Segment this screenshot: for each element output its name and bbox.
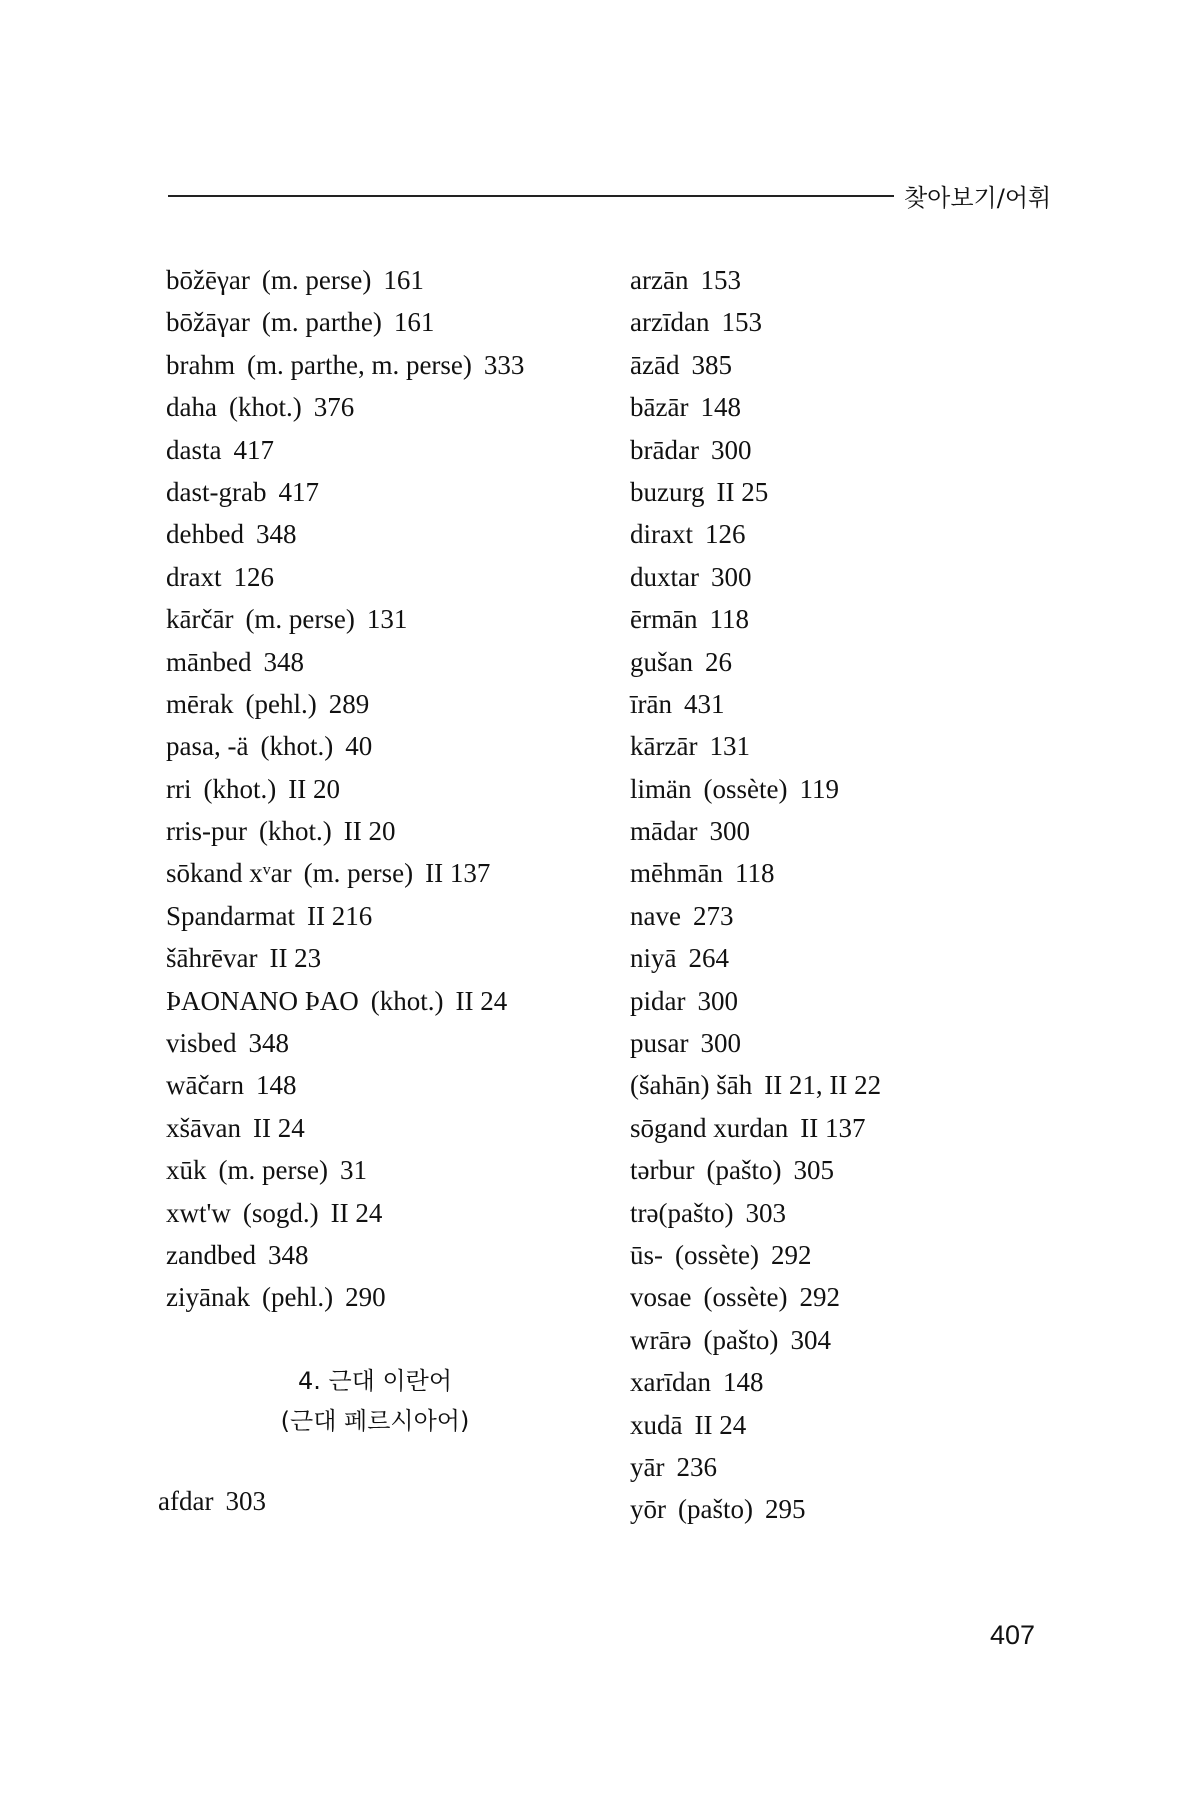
index-entry <box>630 810 1070 852</box>
entry-page-ref: 292 <box>799 1282 840 1313</box>
entry-language-note: (pašto) <box>678 1494 753 1525</box>
entry-language-note: (khot.) <box>370 985 444 1016</box>
entry-page-ref: 303 <box>745 1197 786 1228</box>
entry-term: yōr <box>630 1494 666 1525</box>
entry-term: arzān <box>630 265 689 295</box>
entry-page-ref: 303 <box>225 1486 266 1516</box>
index-entry <box>630 937 1070 979</box>
entry-page-ref: 236 <box>676 1451 717 1482</box>
entry-page-ref: 118 <box>734 858 775 889</box>
entry-page-ref: 348 <box>267 1239 309 1270</box>
entry-term: daha <box>166 392 217 423</box>
entry-page-ref: 300 <box>700 1028 741 1059</box>
index-entry <box>166 1107 606 1149</box>
entry-language-note: (khot.) <box>228 392 302 423</box>
entry-term: īrān <box>630 688 672 719</box>
entry-term: ÞAONANO ÞAO <box>166 985 359 1016</box>
entry-page-ref: 153 <box>721 307 762 338</box>
entry-term: pasa, -ä <box>166 731 249 762</box>
entry-term: draxt <box>166 561 222 592</box>
entry-language-note: (khot.) <box>203 773 277 804</box>
entry-term: trə(pašto) <box>630 1197 734 1228</box>
index-entry <box>158 1480 266 1522</box>
index-entry <box>166 1149 606 1191</box>
entry-page-ref: 118 <box>709 604 749 635</box>
entry-term: afdar <box>158 1486 214 1516</box>
entry-term: duxtar <box>630 561 699 592</box>
left-index-column <box>166 259 606 1319</box>
index-entry <box>630 1319 1070 1361</box>
entry-page-ref: 26 <box>705 646 732 677</box>
index-entry <box>166 301 606 343</box>
entry-page-ref: 348 <box>255 519 297 550</box>
right-index-column <box>630 259 1070 1531</box>
entry-page-ref: II 24 <box>455 985 508 1016</box>
index-entry <box>630 725 1070 767</box>
entry-term: xarīdan <box>630 1367 711 1398</box>
entry-term: zandbed <box>166 1239 256 1270</box>
entry-term: bōžāγar <box>166 307 250 338</box>
entry-page-ref: 348 <box>248 1028 289 1059</box>
entry-language-note: (pehl.) <box>261 1282 334 1313</box>
entry-page-ref: II 216 <box>306 900 373 931</box>
entry-language-note: (khot.) <box>258 816 332 847</box>
entry-language-note: (m. perse) <box>261 265 372 295</box>
entry-term: limän <box>630 773 692 804</box>
entry-term: ziyānak <box>166 1282 250 1313</box>
entry-term: xwt'w <box>166 1197 231 1228</box>
index-entry <box>630 513 1070 555</box>
entry-language-note: (pehl.) <box>245 688 317 719</box>
entry-language-note: (ossète) <box>675 1239 759 1270</box>
entry-page-ref: 31 <box>339 1155 367 1186</box>
index-entry <box>166 980 606 1022</box>
entry-page-ref: II 24 <box>694 1409 747 1440</box>
entry-language-note: (ossète) <box>703 773 788 804</box>
entry-language-note: (sogd.) <box>242 1197 319 1228</box>
entry-term: brahm <box>166 349 235 380</box>
index-entry <box>166 641 606 683</box>
entry-language-note: (m. parthe) <box>261 307 382 338</box>
index-entry <box>630 301 1070 343</box>
index-entry <box>166 598 606 640</box>
entry-page-ref: 300 <box>710 561 752 592</box>
entry-term: nave <box>630 900 681 931</box>
entry-term: tərbur <box>630 1155 695 1186</box>
index-entry <box>630 1107 1070 1149</box>
index-entry <box>166 429 606 471</box>
index-entry <box>630 1276 1070 1318</box>
index-entry <box>630 895 1070 937</box>
entry-term: rri <box>166 773 192 804</box>
entry-language-note: (m. parthe, m. perse) <box>246 349 472 380</box>
entry-page-ref: 417 <box>233 434 274 465</box>
running-header: 찾아보기/어휘 <box>904 184 1052 212</box>
entry-term: mānbed <box>166 646 252 677</box>
entry-page-ref: II 24 <box>330 1197 383 1228</box>
entry-term: niyā <box>630 943 677 974</box>
index-entry <box>166 344 606 386</box>
index-entry <box>630 1064 1070 1106</box>
index-entry <box>630 980 1070 1022</box>
entry-term: yār <box>630 1451 665 1482</box>
entry-term: visbed <box>166 1028 237 1059</box>
entry-term: xūk <box>166 1155 207 1186</box>
index-entry <box>166 810 606 852</box>
index-entry <box>166 1022 606 1064</box>
entry-term: dehbed <box>166 519 244 550</box>
index-entry <box>630 1234 1070 1276</box>
entry-page-ref: II 24 <box>252 1112 305 1143</box>
index-entry <box>166 683 606 725</box>
entry-page-ref: 333 <box>483 349 525 380</box>
page-number: 407 <box>990 1620 1036 1650</box>
entry-page-ref: 300 <box>697 985 738 1016</box>
index-entry <box>166 852 606 894</box>
entry-page-ref: 161 <box>393 307 435 338</box>
entry-page-ref: 119 <box>799 773 839 804</box>
index-entry <box>166 1064 606 1106</box>
entry-term: pidar <box>630 985 686 1016</box>
entry-page-ref: 376 <box>313 392 355 423</box>
index-entry <box>630 556 1070 598</box>
index-entry <box>630 768 1070 810</box>
entry-language-note: (m. perse) <box>303 858 414 889</box>
index-entry <box>630 1149 1070 1191</box>
entry-term: pusar <box>630 1028 689 1059</box>
entry-term: āzād <box>630 349 680 380</box>
index-entry <box>630 1192 1070 1234</box>
entry-term: bōžēγar <box>166 265 250 295</box>
entry-term: brādar <box>630 434 699 465</box>
entry-page-ref: 295 <box>764 1494 806 1525</box>
index-entry <box>166 1234 606 1276</box>
entry-page-ref: 431 <box>683 688 725 719</box>
entry-language-note: (m. perse) <box>218 1155 328 1186</box>
entry-page-ref: II 25 <box>716 476 769 507</box>
index-entry <box>630 1488 1070 1530</box>
entry-term: xšāvan <box>166 1112 241 1143</box>
entry-page-ref: 148 <box>722 1367 764 1398</box>
entry-language-note: (ossète) <box>703 1282 788 1313</box>
entry-term: xudā <box>630 1409 683 1440</box>
index-entry <box>630 259 1070 301</box>
entry-page-ref: 126 <box>233 561 274 592</box>
entry-page-ref: 300 <box>710 434 752 465</box>
entry-page-ref: 264 <box>688 943 729 974</box>
index-entry <box>166 895 606 937</box>
entry-page-ref: 161 <box>383 265 424 295</box>
entry-term: arzīdan <box>630 307 710 338</box>
entry-page-ref: II 23 <box>269 943 322 974</box>
entry-language-note: (m. perse) <box>245 604 355 635</box>
index-entry <box>166 386 606 428</box>
entry-language-note: (pašto) <box>703 1324 779 1355</box>
entry-page-ref: II 20 <box>288 773 340 804</box>
index-entry <box>630 852 1070 894</box>
entry-term: mēhmān <box>630 858 723 889</box>
entry-term: rris-pur <box>166 816 247 847</box>
entry-term: kārčār <box>166 604 234 635</box>
section-heading-line1: 4. 근대 이란어 <box>297 1367 453 1395</box>
entry-page-ref: II 21, II 22 <box>764 1070 882 1101</box>
index-entry <box>630 1022 1070 1064</box>
index-entry <box>630 641 1070 683</box>
entry-language-note: (pašto) <box>706 1155 782 1186</box>
entry-page-ref: II 20 <box>343 816 396 847</box>
index-entry <box>166 471 606 513</box>
index-entry <box>630 344 1070 386</box>
left-index-column-after-section <box>158 1480 266 1522</box>
entry-term: ūs- <box>630 1239 663 1270</box>
index-entry <box>630 683 1070 725</box>
entry-term: wāčarn <box>166 1070 244 1101</box>
index-entry <box>630 386 1070 428</box>
entry-page-ref: 148 <box>700 392 741 423</box>
entry-page-ref: 305 <box>793 1155 834 1186</box>
entry-page-ref: 131 <box>709 731 750 762</box>
index-entry <box>630 1446 1070 1488</box>
entry-page-ref: 148 <box>255 1070 297 1101</box>
entry-term: gušan <box>630 646 693 677</box>
entry-page-ref: 126 <box>704 519 746 550</box>
index-entry <box>630 1361 1070 1403</box>
index-entry <box>630 471 1070 513</box>
entry-term: buzurg <box>630 476 705 507</box>
index-entry <box>630 1404 1070 1446</box>
index-entry <box>630 598 1070 640</box>
index-entry <box>166 259 606 301</box>
header-rule <box>168 195 894 197</box>
entry-page-ref: II 137 <box>425 858 491 889</box>
entry-page-ref: II 137 <box>800 1112 866 1143</box>
index-entry <box>166 937 606 979</box>
index-entry <box>166 513 606 555</box>
index-entry <box>166 1192 606 1234</box>
entry-page-ref: 289 <box>328 688 370 719</box>
section-heading-line2: (근대 페르시아어) <box>280 1407 470 1435</box>
entry-page-ref: 153 <box>700 265 741 295</box>
entry-term: bāzār <box>630 392 689 423</box>
entry-page-ref: 348 <box>263 646 304 677</box>
index-entry <box>166 1276 606 1318</box>
entry-page-ref: 300 <box>709 816 750 847</box>
entry-term: Spandarmat <box>166 900 295 931</box>
entry-term: ērmān <box>630 604 698 635</box>
entry-term: mērak <box>166 688 234 719</box>
entry-page-ref: 304 <box>790 1324 831 1355</box>
entry-page-ref: 40 <box>345 731 373 762</box>
entry-term: (šahān) šāh <box>630 1070 753 1101</box>
entry-term: sōgand xurdan <box>630 1112 789 1143</box>
entry-page-ref: 385 <box>691 349 732 380</box>
entry-term: diraxt <box>630 519 693 550</box>
entry-page-ref: 290 <box>345 1282 386 1313</box>
entry-page-ref: 131 <box>366 604 408 635</box>
entry-term: wrārə <box>630 1324 692 1355</box>
index-entry <box>166 725 606 767</box>
entry-language-note: (khot.) <box>260 731 334 762</box>
index-entry <box>166 556 606 598</box>
entry-page-ref: 292 <box>770 1239 812 1270</box>
entry-term: mādar <box>630 816 698 847</box>
entry-term: dast-grab <box>166 476 267 507</box>
entry-page-ref: 273 <box>692 900 734 931</box>
index-entry <box>630 429 1070 471</box>
entry-term: sōkand xᵛar <box>166 858 292 889</box>
entry-term: vosae <box>630 1282 692 1313</box>
entry-page-ref: 417 <box>278 476 319 507</box>
index-entry <box>166 768 606 810</box>
entry-term: šāhrēvar <box>166 943 258 974</box>
entry-term: kārzār <box>630 731 698 762</box>
entry-term: dasta <box>166 434 222 465</box>
